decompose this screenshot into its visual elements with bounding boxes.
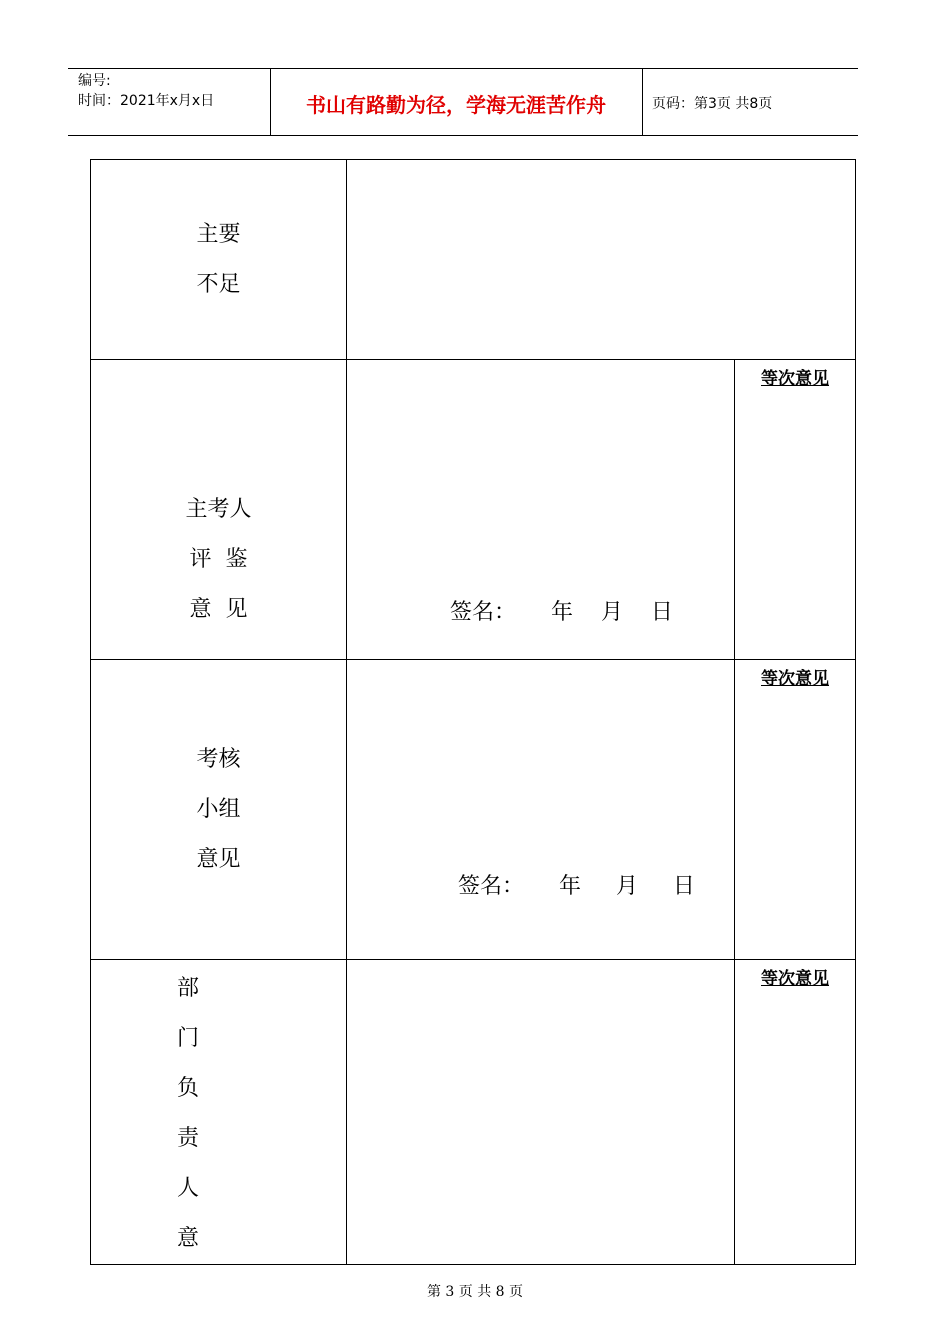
label-line: 门	[177, 1026, 200, 1051]
label-line: 主考人	[185, 496, 252, 522]
label-line: 负	[177, 1076, 200, 1101]
row-examiner-opinion	[91, 360, 856, 660]
grade-cell[interactable]	[735, 960, 856, 1265]
grade-cell[interactable]	[735, 360, 856, 660]
label-line: 意	[177, 1226, 200, 1251]
label-line: 人	[177, 1176, 200, 1201]
header-divider	[642, 69, 643, 136]
label-cell	[91, 660, 347, 960]
label-line: 考核	[196, 746, 241, 772]
grade-opinion-label: 等次意见	[761, 669, 829, 689]
signature-cell[interactable]	[347, 360, 735, 660]
label-line: 主要	[196, 221, 241, 247]
label-cell	[91, 160, 347, 360]
document-time-label: 时间：2021年x月x日	[78, 93, 215, 109]
label-line: 部	[177, 976, 200, 1001]
label-line: 意 见	[189, 596, 248, 622]
label-line: 不足	[196, 271, 241, 297]
header-top-rule	[68, 68, 858, 69]
signature-cell[interactable]	[347, 660, 735, 960]
grade-cell[interactable]	[735, 660, 856, 960]
grade-opinion-label: 等次意见	[761, 969, 829, 989]
content-cell[interactable]	[347, 160, 856, 360]
document-code-label: 编号:	[78, 73, 111, 89]
label-cell	[91, 360, 347, 660]
row-department-head-opinion	[91, 960, 856, 1265]
evaluation-form-table	[90, 159, 856, 1265]
label-line: 责	[177, 1126, 200, 1151]
header-page-number: 页码：第3页 共8页	[652, 96, 773, 112]
page-footer: 第 3 页 共 8 页	[426, 1284, 524, 1300]
label-cell	[91, 960, 347, 1265]
row-main-shortcomings	[91, 160, 856, 360]
label-line: 意见	[196, 846, 241, 872]
label-line: 评 鉴	[189, 546, 248, 572]
row-committee-opinion	[91, 660, 856, 960]
header-bottom-rule	[68, 135, 858, 136]
header-motto: 书山有路勤为径，学海无涯苦作舟	[306, 93, 606, 117]
grade-opinion-label: 等次意见	[761, 369, 829, 389]
signature-line: 签名： 年 月 日	[458, 874, 695, 899]
signature-line: 签名： 年 月 日	[450, 600, 673, 625]
label-line: 小组	[196, 796, 241, 822]
content-cell[interactable]	[347, 960, 735, 1265]
